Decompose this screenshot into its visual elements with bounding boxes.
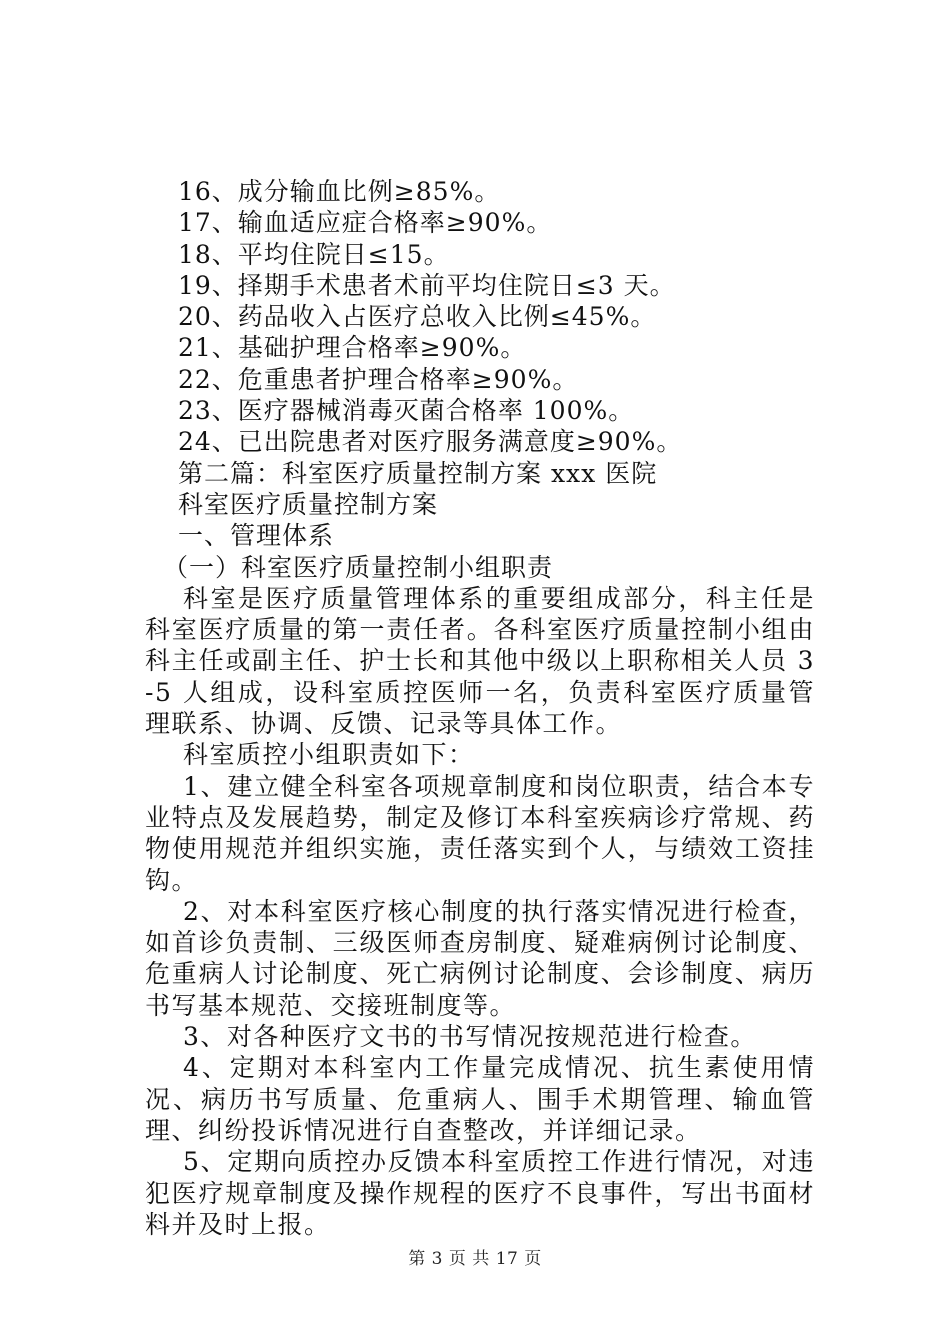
duty-paragraph: 5、定期向质控办反馈本科室质控工作进行情况，对违犯医疗规章制度及操作规程的医疗不良事件，写出书面材料并及时上报。 [145, 1147, 815, 1239]
duty-paragraph: 3、对各种医疗文书的书写情况按规范进行检查。 [183, 1022, 757, 1052]
subsection-heading: （一）科室医疗质量控制小组职责 [163, 552, 554, 582]
page-footer: 第 3 页 共 17 页 [408, 1249, 542, 1269]
duty-paragraph: 1、建立健全科室各项规章制度和岗位职责，结合本专业特点及发展趋势，制定及修订本科室疾病诊疗常规、药物使用规范并组织实施，责任落实到个人，与绩效工资挂钩。 [145, 771, 815, 895]
duty-paragraph: 4、定期对本科室内工作量完成情况、抗生素使用情况、病历书写质量、危重病人、围手术期管理、输血管理、纠纷投诉情况进行自查整改，并详细记录。 [145, 1053, 815, 1145]
section-heading: 一、管理体系 [178, 521, 335, 551]
duty-paragraph: 2、对本科室医疗核心制度的执行落实情况进行检查，如首诊负责制、三级医师查房制度、疑难病例讨论制度、危重病人讨论制度、死亡病例讨论制度、会诊制度、病历书写基本规范、交接班制度等。 [145, 896, 815, 1020]
document-title: 科室医疗质量控制方案 [178, 489, 439, 519]
chapter-heading: 第二篇：科室医疗质量控制方案 xxx 医院 [178, 458, 658, 488]
intro-paragraph: 科室是医疗质量管理体系的重要组成部分，科主任是科室医疗质量的第一责任者。各科室医疗质量控制小组由科主任或副主任、护士长和其他中级以上职称相关人员 3-5 人组成，设科室质控医师一名，负责科室医疗质量管理联系、协调、反馈、记录等具体工作。 [145, 583, 815, 739]
list-item: 21、基础护理合格率≥90%。 [178, 333, 527, 363]
list-item: 22、危重患者护理合格率≥90%。 [178, 364, 579, 394]
list-item: 23、医疗器械消毒灭菌合格率 100%。 [178, 396, 635, 426]
list-item: 19、择期手术患者术前平均住院日≤3 天。 [178, 270, 676, 300]
duties-lead: 科室质控小组职责如下： [183, 740, 475, 770]
list-item: 18、平均住院日≤15。 [178, 239, 450, 269]
list-item: 16、成分输血比例≥85%。 [178, 177, 501, 206]
list-item: 17、输血适应症合格率≥90%。 [178, 208, 553, 238]
list-item: 24、已出院患者对医疗服务满意度≥90%。 [178, 427, 683, 457]
page-body [145, 176, 815, 1240]
list-item: 20、药品收入占医疗总收入比例≤45%。 [178, 302, 657, 332]
